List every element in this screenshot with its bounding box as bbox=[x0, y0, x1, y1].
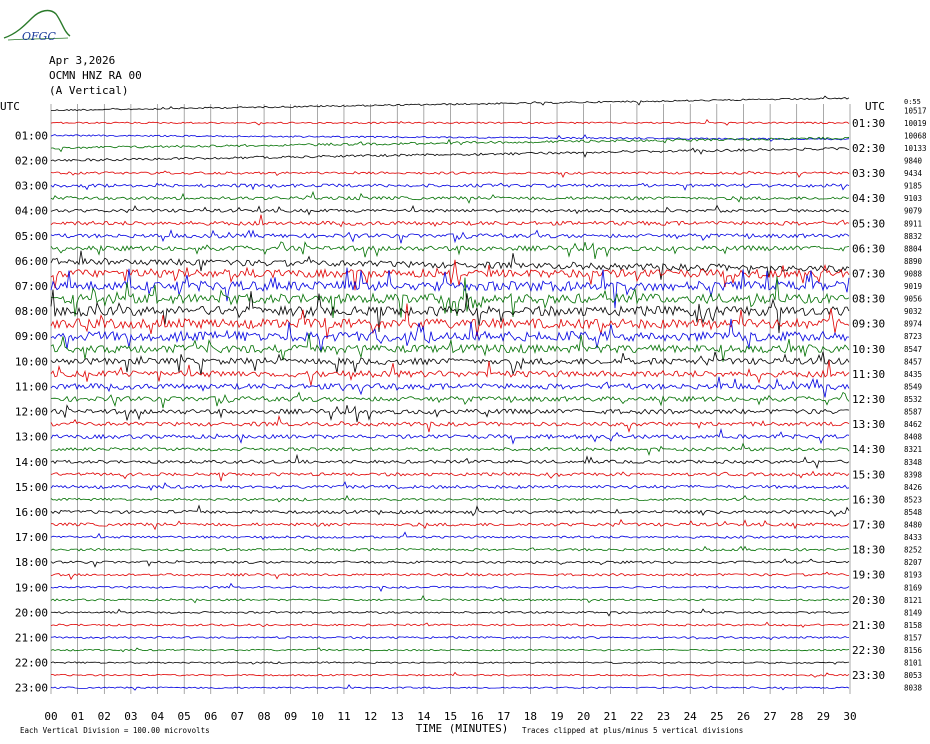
trace-line bbox=[51, 672, 849, 677]
right-time-label: 10:30 bbox=[852, 342, 886, 356]
trace-line bbox=[51, 148, 849, 162]
trace-line bbox=[51, 532, 849, 539]
trace-line bbox=[51, 662, 849, 665]
trace-line bbox=[51, 416, 849, 432]
trace-line bbox=[51, 360, 849, 385]
left-time-labels bbox=[15, 129, 48, 694]
left-time-label: 17:00 bbox=[14, 531, 48, 545]
logo-text: OFGC bbox=[22, 30, 56, 43]
x-tick-label: 00 bbox=[44, 710, 58, 723]
x-tick-label: 25 bbox=[710, 710, 724, 723]
trace-line bbox=[51, 637, 849, 640]
trace-line bbox=[51, 276, 849, 318]
trace-offset-value: 8252 bbox=[904, 545, 923, 555]
trace-line bbox=[51, 559, 849, 567]
trace-offset-value: 10517 bbox=[904, 106, 927, 116]
x-tick-label: 02 bbox=[97, 710, 111, 723]
right-time-label: 15:30 bbox=[852, 468, 886, 482]
left-time-label: 04:00 bbox=[14, 204, 48, 218]
left-time-label: 20:00 bbox=[14, 606, 48, 620]
trace-line bbox=[51, 444, 849, 455]
trace-offset-value: 8169 bbox=[904, 583, 923, 593]
trace-line bbox=[51, 377, 849, 398]
vertical-division-note: Each Vertical Division = 100.00 microvolts bbox=[20, 726, 210, 735]
x-tick-label: 08 bbox=[257, 710, 271, 723]
x-axis-title: TIME (MINUTES) bbox=[415, 722, 509, 735]
trace-offset-value: 8723 bbox=[904, 332, 923, 342]
trace-line bbox=[51, 242, 849, 259]
right-time-label: 04:30 bbox=[852, 192, 886, 206]
trace-line bbox=[51, 171, 849, 177]
trace-offset-value: 8158 bbox=[904, 620, 923, 630]
x-tick-label: 28 bbox=[790, 710, 804, 723]
trace-line bbox=[51, 596, 849, 603]
x-tick-label: 20 bbox=[577, 710, 591, 723]
left-time-label: 14:00 bbox=[14, 455, 48, 469]
right-time-label: 18:30 bbox=[852, 543, 886, 557]
right-time-label: 11:30 bbox=[852, 367, 886, 381]
x-tick-label: 26 bbox=[736, 710, 751, 723]
left-time-label: 10:00 bbox=[14, 355, 48, 369]
trace-line bbox=[51, 230, 849, 243]
trace-offset-value: 8832 bbox=[904, 231, 923, 241]
x-tick-label: 29 bbox=[816, 710, 830, 723]
chart-date: Apr 3,2026 bbox=[49, 54, 116, 67]
x-tick-label: 04 bbox=[150, 710, 165, 723]
right-time-label: 19:30 bbox=[852, 568, 886, 582]
right-time-label: 06:30 bbox=[852, 242, 886, 256]
trace-line bbox=[51, 520, 849, 530]
trace-line bbox=[51, 685, 849, 690]
trace-offset-value: 8426 bbox=[904, 482, 923, 492]
trace-offset-value: 8053 bbox=[904, 671, 923, 681]
trace-offset-value: 8480 bbox=[904, 520, 923, 530]
component-label: (A Vertical) bbox=[49, 84, 129, 97]
traces bbox=[51, 96, 849, 690]
left-axis-title: UTC bbox=[0, 100, 20, 113]
x-tick-label: 09 bbox=[284, 710, 298, 723]
trace-line bbox=[51, 352, 849, 376]
trace-offset-value: 8321 bbox=[904, 445, 923, 455]
trace-offset-value: 8121 bbox=[904, 595, 923, 605]
left-time-label: 05:00 bbox=[14, 229, 48, 243]
trace-offset-value: 8398 bbox=[904, 470, 923, 480]
trace-line bbox=[51, 215, 849, 227]
right-time-label: 21:30 bbox=[852, 618, 886, 632]
left-time-label: 07:00 bbox=[14, 280, 48, 294]
trace-offset-value: 8890 bbox=[904, 256, 923, 266]
left-time-label: 01:00 bbox=[14, 129, 48, 143]
right-time-label: 02:30 bbox=[852, 141, 886, 155]
trace-offset-value: 9019 bbox=[904, 282, 923, 292]
x-tick-label: 24 bbox=[683, 710, 697, 723]
trace-offset-value: 9103 bbox=[904, 194, 923, 204]
trace-line bbox=[51, 192, 849, 203]
x-tick-label: 13 bbox=[390, 710, 404, 723]
x-tick-label: 21 bbox=[603, 710, 617, 723]
trace-offset-value: 9056 bbox=[904, 294, 923, 304]
trace-offset-value: 8207 bbox=[904, 558, 923, 568]
left-time-label: 09:00 bbox=[14, 330, 48, 344]
right-time-label: 03:30 bbox=[852, 167, 886, 181]
trace-offset-value: 8156 bbox=[904, 646, 923, 656]
right-time-label: 20:30 bbox=[852, 593, 886, 607]
right-time-label: 09:30 bbox=[852, 317, 886, 331]
right-time-label: 08:30 bbox=[852, 292, 886, 306]
trace-line bbox=[51, 496, 849, 502]
right-time-label: 05:30 bbox=[852, 217, 886, 231]
trace-line bbox=[51, 455, 849, 468]
trace-offset-value: 8549 bbox=[904, 382, 923, 392]
trace-offset-value: 9079 bbox=[904, 206, 923, 216]
x-tick-label: 27 bbox=[763, 710, 777, 723]
trace-offset-value: 9088 bbox=[904, 269, 923, 279]
right-time-label: 23:30 bbox=[852, 669, 886, 683]
x-tick-label: 16 bbox=[470, 710, 484, 723]
left-time-label: 02:00 bbox=[14, 154, 48, 168]
trace-line bbox=[51, 471, 849, 481]
trace-offset-value: 8348 bbox=[904, 457, 923, 467]
x-tick-label: 11 bbox=[337, 710, 351, 723]
x-tick-label: 12 bbox=[363, 710, 378, 723]
trace-line bbox=[51, 333, 849, 362]
right-time-label: 01:30 bbox=[852, 116, 886, 130]
trace-offset-value: 8038 bbox=[904, 683, 923, 693]
x-tick-label: 19 bbox=[550, 710, 564, 723]
trace-offset-value: 8408 bbox=[904, 432, 923, 442]
right-time-label: 17:30 bbox=[852, 518, 886, 532]
left-time-label: 12:00 bbox=[14, 405, 48, 419]
trace-offset-values bbox=[904, 98, 927, 693]
x-tick-label: 03 bbox=[124, 710, 138, 723]
trace-line bbox=[51, 572, 849, 579]
right-axis-title: UTC bbox=[865, 100, 885, 113]
x-tick-label: 15 bbox=[443, 710, 458, 723]
left-time-label: 21:00 bbox=[14, 631, 48, 645]
trace-offset-value: 10019 bbox=[904, 118, 927, 128]
trace-line bbox=[51, 430, 849, 444]
x-tick-label: 30 bbox=[843, 710, 857, 723]
trace-offset-value: 8587 bbox=[904, 407, 923, 417]
trace-offset-value: 8911 bbox=[904, 219, 923, 229]
trace-offset-value: 8532 bbox=[904, 395, 923, 404]
trace-line bbox=[51, 648, 849, 652]
trace-line bbox=[51, 547, 849, 551]
left-time-label: 18:00 bbox=[14, 556, 48, 570]
trace-line bbox=[51, 405, 849, 422]
station-code: OCMN HNZ RA 00 bbox=[49, 69, 142, 82]
trace-offset-value: 8804 bbox=[904, 244, 923, 254]
x-tick-label: 05 bbox=[177, 710, 191, 723]
trace-line bbox=[51, 120, 849, 126]
x-tick-label: 14 bbox=[417, 710, 431, 723]
trace-offset-value: 8433 bbox=[904, 533, 923, 543]
extra-right-label: 0:55 bbox=[904, 98, 921, 106]
left-time-label: 08:00 bbox=[14, 305, 48, 319]
x-tick-label: 10 bbox=[310, 710, 324, 723]
trace-line bbox=[51, 393, 849, 409]
trace-offset-value: 8974 bbox=[904, 319, 923, 329]
x-tick-label: 06 bbox=[204, 710, 218, 723]
right-time-label: 13:30 bbox=[852, 418, 886, 432]
trace-line bbox=[51, 183, 849, 190]
left-time-label: 16:00 bbox=[14, 505, 48, 519]
trace-offset-value: 8193 bbox=[904, 570, 923, 580]
x-tick-label: 17 bbox=[497, 710, 511, 723]
trace-offset-value: 8462 bbox=[904, 420, 923, 430]
trace-offset-value: 9185 bbox=[904, 181, 923, 191]
left-time-label: 23:00 bbox=[14, 681, 48, 695]
trace-line bbox=[51, 622, 849, 627]
trace-offset-value: 8548 bbox=[904, 507, 923, 517]
trace-line bbox=[51, 206, 849, 215]
trace-line bbox=[51, 609, 849, 616]
trace-offset-value: 8101 bbox=[904, 658, 923, 668]
right-time-labels bbox=[852, 117, 885, 682]
trace-offset-value: 10133 bbox=[904, 143, 927, 153]
right-time-label: 16:30 bbox=[852, 493, 886, 507]
grid bbox=[51, 104, 850, 694]
right-time-label: 14:30 bbox=[852, 443, 886, 457]
clip-note: Traces clipped at plus/minus 5 vertical divisions bbox=[522, 726, 744, 735]
trace-offset-value: 8435 bbox=[904, 369, 923, 379]
trace-offset-value: 8157 bbox=[904, 633, 923, 643]
trace-line bbox=[51, 482, 849, 490]
left-time-label: 06:00 bbox=[14, 254, 48, 268]
x-tick-label: 22 bbox=[630, 710, 644, 723]
left-time-label: 03:00 bbox=[14, 179, 48, 193]
trace-line bbox=[51, 135, 849, 142]
trace-line bbox=[51, 506, 849, 517]
x-tick-label: 07 bbox=[230, 710, 245, 723]
trace-offset-value: 9434 bbox=[904, 169, 923, 179]
left-time-label: 19:00 bbox=[14, 581, 48, 595]
trace-offset-value: 10068 bbox=[904, 131, 927, 141]
trace-offset-value: 8523 bbox=[904, 495, 923, 505]
trace-offset-value: 8457 bbox=[904, 357, 923, 367]
left-time-label: 15:00 bbox=[14, 480, 48, 494]
trace-offset-value: 9032 bbox=[904, 307, 923, 317]
trace-offset-value: 8547 bbox=[904, 344, 923, 354]
left-time-label: 11:00 bbox=[14, 380, 48, 394]
right-time-label: 12:30 bbox=[852, 393, 886, 406]
right-time-label: 22:30 bbox=[852, 644, 886, 658]
x-tick-label: 01 bbox=[71, 710, 85, 723]
trace-offset-value: 9840 bbox=[904, 156, 923, 166]
x-tick-label: 23 bbox=[656, 710, 671, 723]
right-time-label: 07:30 bbox=[852, 267, 886, 281]
trace-offset-value: 8149 bbox=[904, 608, 923, 618]
trace-line bbox=[51, 260, 849, 291]
left-time-label: 22:00 bbox=[14, 656, 48, 670]
trace-line bbox=[51, 584, 849, 592]
trace-line bbox=[51, 96, 849, 111]
left-time-label: 13:00 bbox=[14, 430, 48, 444]
x-tick-label: 18 bbox=[523, 710, 538, 723]
